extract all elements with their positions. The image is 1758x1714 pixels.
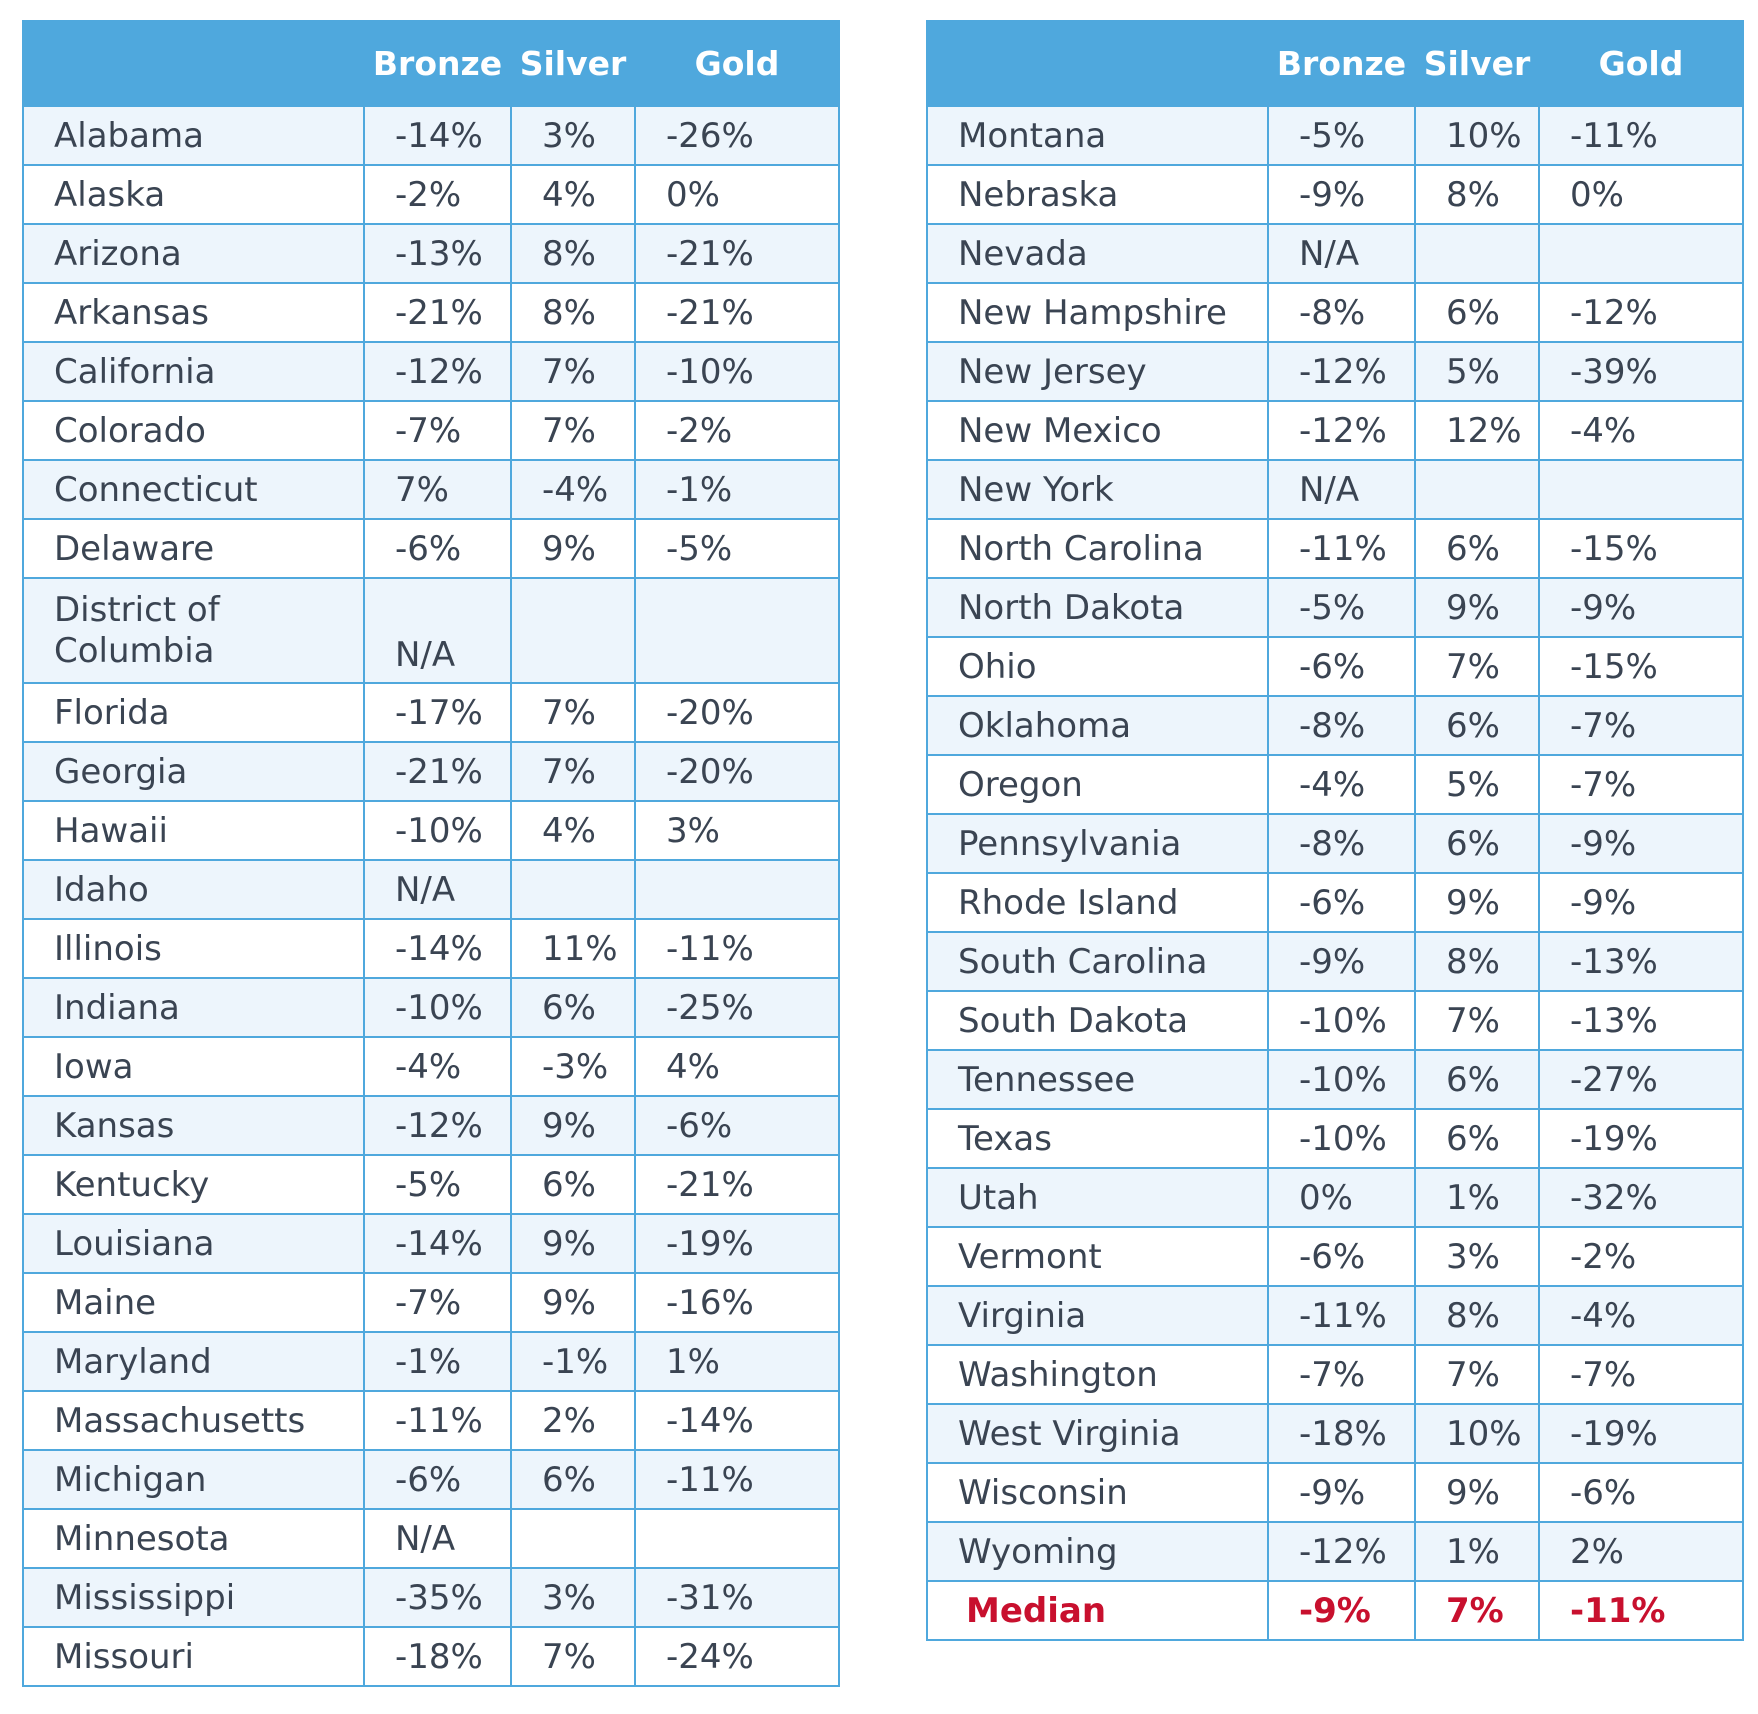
cell-state: Michigan — [23, 1450, 364, 1509]
cell-bronze: -8% — [1268, 696, 1415, 755]
cell-bronze: -11% — [1268, 519, 1415, 578]
cell-gold — [635, 578, 839, 683]
cell-state: Alaska — [23, 165, 364, 224]
table-row — [23, 1509, 839, 1568]
cell-gold: -7% — [1539, 755, 1743, 814]
cell-bronze: 0% — [1268, 1168, 1415, 1227]
cell-bronze: -4% — [364, 1037, 511, 1096]
table-row — [927, 755, 1743, 814]
cell-silver: 4% — [511, 165, 635, 224]
cell-state: Maryland — [23, 1332, 364, 1391]
table-row — [927, 991, 1743, 1050]
cell-bronze: -2% — [364, 165, 511, 224]
table-row — [927, 1109, 1743, 1168]
cell-silver: -4% — [511, 460, 635, 519]
cell-gold: -13% — [1539, 991, 1743, 1050]
cell-bronze: -12% — [1268, 1522, 1415, 1581]
cell-silver: 2% — [511, 1391, 635, 1450]
cell-gold — [635, 1509, 839, 1568]
cell-bronze: -1% — [364, 1332, 511, 1391]
table-row — [927, 460, 1743, 519]
cell-silver: 9% — [511, 1096, 635, 1155]
cell-state: Nevada — [927, 224, 1268, 283]
table-row — [23, 1037, 839, 1096]
cell-state: Montana — [927, 106, 1268, 165]
table-row — [23, 978, 839, 1037]
cell-bronze: -8% — [1268, 814, 1415, 873]
header-gold: Gold — [1539, 21, 1743, 106]
table-row — [927, 1050, 1743, 1109]
cell-gold: -4% — [1539, 401, 1743, 460]
cell-gold: -9% — [1539, 814, 1743, 873]
cell-gold: -20% — [635, 742, 839, 801]
cell-bronze: -14% — [364, 1214, 511, 1273]
cell-silver: 3% — [511, 106, 635, 165]
table-row — [23, 460, 839, 519]
cell-gold: -39% — [1539, 342, 1743, 401]
median-silver: 7% — [1415, 1581, 1539, 1640]
cell-state: Pennsylvania — [927, 814, 1268, 873]
cell-bronze: -9% — [1268, 932, 1415, 991]
table-row — [23, 1096, 839, 1155]
cell-bronze: -12% — [364, 342, 511, 401]
table-row — [23, 683, 839, 742]
cell-state: Tennessee — [927, 1050, 1268, 1109]
cell-silver: 1% — [1415, 1168, 1539, 1227]
cell-bronze: -5% — [364, 1155, 511, 1214]
table-row — [927, 519, 1743, 578]
cell-state: Wyoming — [927, 1522, 1268, 1581]
cell-silver: 9% — [1415, 1463, 1539, 1522]
cell-silver: 8% — [1415, 932, 1539, 991]
cell-gold: -26% — [635, 106, 839, 165]
cell-bronze: -5% — [1268, 578, 1415, 637]
cell-bronze: -11% — [1268, 1286, 1415, 1345]
cell-gold: -21% — [635, 1155, 839, 1214]
cell-bronze: -10% — [364, 801, 511, 860]
cell-silver — [511, 1509, 635, 1568]
table-row — [23, 742, 839, 801]
table-row — [927, 578, 1743, 637]
cell-bronze: -6% — [1268, 873, 1415, 932]
cell-gold: -7% — [1539, 696, 1743, 755]
cell-silver: 7% — [511, 1627, 635, 1686]
table-row — [23, 801, 839, 860]
table-row — [927, 342, 1743, 401]
cell-bronze: -13% — [364, 224, 511, 283]
cell-silver: 8% — [1415, 165, 1539, 224]
header-silver: Silver — [511, 21, 635, 106]
table-row — [927, 1227, 1743, 1286]
cell-bronze: -10% — [1268, 1050, 1415, 1109]
cell-state: Oregon — [927, 755, 1268, 814]
table-row — [927, 224, 1743, 283]
table-row — [23, 106, 839, 165]
cell-bronze: -9% — [1268, 165, 1415, 224]
right-premium-table — [926, 20, 1744, 1641]
cell-silver: 6% — [1415, 1050, 1539, 1109]
cell-gold: -11% — [635, 919, 839, 978]
cell-bronze: -18% — [364, 1627, 511, 1686]
cell-gold: -7% — [1539, 1345, 1743, 1404]
cell-state: Ohio — [927, 637, 1268, 696]
cell-state: California — [23, 342, 364, 401]
cell-state: District of Columbia — [23, 578, 364, 683]
cell-gold: 0% — [1539, 165, 1743, 224]
cell-silver — [511, 578, 635, 683]
table-row — [927, 1286, 1743, 1345]
cell-silver: -1% — [511, 1332, 635, 1391]
cell-bronze: -21% — [364, 742, 511, 801]
cell-state: Indiana — [23, 978, 364, 1037]
table-row — [23, 860, 839, 919]
cell-state: Kentucky — [23, 1155, 364, 1214]
cell-gold — [1539, 460, 1743, 519]
cell-silver: 6% — [511, 1155, 635, 1214]
table-row — [927, 401, 1743, 460]
table-row — [23, 401, 839, 460]
cell-state: Massachusetts — [23, 1391, 364, 1450]
cell-silver: 7% — [1415, 637, 1539, 696]
cell-bronze: -6% — [1268, 637, 1415, 696]
table-row — [927, 696, 1743, 755]
cell-silver: 5% — [1415, 755, 1539, 814]
cell-state: Texas — [927, 1109, 1268, 1168]
table-row — [23, 165, 839, 224]
cell-silver: 8% — [1415, 1286, 1539, 1345]
cell-silver: 9% — [511, 519, 635, 578]
cell-bronze: -9% — [1268, 1463, 1415, 1522]
cell-gold: -11% — [1539, 106, 1743, 165]
cell-bronze: -7% — [364, 401, 511, 460]
cell-bronze: N/A — [364, 578, 511, 683]
cell-gold: 2% — [1539, 1522, 1743, 1581]
cell-silver: 9% — [1415, 578, 1539, 637]
cell-silver: 3% — [511, 1568, 635, 1627]
cell-state: Illinois — [23, 919, 364, 978]
header-bronze: Bronze — [1268, 21, 1415, 106]
cell-gold — [1539, 224, 1743, 283]
cell-silver: 9% — [511, 1273, 635, 1332]
cell-bronze: -14% — [364, 919, 511, 978]
cell-silver: 9% — [511, 1214, 635, 1273]
cell-gold: -24% — [635, 1627, 839, 1686]
cell-state: Alabama — [23, 106, 364, 165]
cell-state: Rhode Island — [927, 873, 1268, 932]
header-row — [23, 21, 839, 106]
cell-silver: 1% — [1415, 1522, 1539, 1581]
cell-gold: -6% — [1539, 1463, 1743, 1522]
header-state — [927, 21, 1268, 106]
cell-gold: -6% — [635, 1096, 839, 1155]
cell-state: North Carolina — [927, 519, 1268, 578]
cell-state: New Hampshire — [927, 283, 1268, 342]
cell-silver: 6% — [1415, 1109, 1539, 1168]
cell-bronze: -4% — [1268, 755, 1415, 814]
cell-gold: -9% — [1539, 578, 1743, 637]
cell-silver: 7% — [511, 683, 635, 742]
cell-bronze: N/A — [364, 1509, 511, 1568]
header-silver: Silver — [1415, 21, 1539, 106]
cell-silver: -3% — [511, 1037, 635, 1096]
table-row — [927, 637, 1743, 696]
cell-gold: -12% — [1539, 283, 1743, 342]
left-premium-table — [22, 20, 840, 1687]
table-row — [927, 1404, 1743, 1463]
cell-bronze: -6% — [364, 1450, 511, 1509]
median-row — [927, 1581, 1743, 1640]
table-row — [927, 1345, 1743, 1404]
cell-gold: -31% — [635, 1568, 839, 1627]
table-row — [23, 1568, 839, 1627]
cell-silver: 7% — [1415, 991, 1539, 1050]
cell-gold: -32% — [1539, 1168, 1743, 1227]
cell-silver — [511, 860, 635, 919]
cell-state: Washington — [927, 1345, 1268, 1404]
header-row — [927, 21, 1743, 106]
cell-bronze: -18% — [1268, 1404, 1415, 1463]
cell-state: Arizona — [23, 224, 364, 283]
cell-state: Nebraska — [927, 165, 1268, 224]
cell-silver: 3% — [1415, 1227, 1539, 1286]
cell-silver: 5% — [1415, 342, 1539, 401]
cell-silver: 11% — [511, 919, 635, 978]
cell-silver — [1415, 460, 1539, 519]
cell-state: Mississippi — [23, 1568, 364, 1627]
cell-state: Florida — [23, 683, 364, 742]
table-row — [23, 1627, 839, 1686]
cell-gold: -2% — [1539, 1227, 1743, 1286]
cell-state: New Mexico — [927, 401, 1268, 460]
table-row — [927, 873, 1743, 932]
cell-gold: -20% — [635, 683, 839, 742]
cell-gold — [635, 860, 839, 919]
cell-gold: -19% — [1539, 1404, 1743, 1463]
cell-gold: -19% — [635, 1214, 839, 1273]
cell-gold: -21% — [635, 283, 839, 342]
table-row — [23, 919, 839, 978]
header-state — [23, 21, 364, 106]
cell-silver: 6% — [1415, 283, 1539, 342]
median-bronze: -9% — [1268, 1581, 1415, 1640]
cell-silver: 6% — [511, 1450, 635, 1509]
header-gold: Gold — [635, 21, 839, 106]
cell-silver: 10% — [1415, 106, 1539, 165]
cell-state: Virginia — [927, 1286, 1268, 1345]
cell-silver: 6% — [1415, 696, 1539, 755]
table-row — [23, 283, 839, 342]
cell-bronze: -5% — [1268, 106, 1415, 165]
cell-gold: -15% — [1539, 519, 1743, 578]
cell-bronze: -10% — [364, 978, 511, 1037]
table-row — [927, 165, 1743, 224]
cell-state: New Jersey — [927, 342, 1268, 401]
cell-silver: 10% — [1415, 1404, 1539, 1463]
cell-bronze: -6% — [1268, 1227, 1415, 1286]
table-row — [23, 1450, 839, 1509]
cell-state: Vermont — [927, 1227, 1268, 1286]
cell-state: Missouri — [23, 1627, 364, 1686]
table-row — [23, 578, 839, 683]
cell-state: Kansas — [23, 1096, 364, 1155]
cell-silver: 8% — [511, 224, 635, 283]
cell-state: New York — [927, 460, 1268, 519]
cell-bronze: -12% — [364, 1096, 511, 1155]
cell-bronze: -7% — [364, 1273, 511, 1332]
cell-state: Maine — [23, 1273, 364, 1332]
table-row — [23, 1155, 839, 1214]
cell-gold: -21% — [635, 224, 839, 283]
table-row — [23, 519, 839, 578]
cell-gold: -13% — [1539, 932, 1743, 991]
cell-state: Georgia — [23, 742, 364, 801]
median-label: Median — [927, 1581, 1268, 1640]
cell-state: South Dakota — [927, 991, 1268, 1050]
cell-bronze: -7% — [1268, 1345, 1415, 1404]
cell-silver — [1415, 224, 1539, 283]
header-bronze: Bronze — [364, 21, 511, 106]
cell-state: Connecticut — [23, 460, 364, 519]
table-row — [23, 224, 839, 283]
cell-silver: 7% — [511, 342, 635, 401]
cell-gold: -25% — [635, 978, 839, 1037]
cell-gold: 3% — [635, 801, 839, 860]
cell-state: Arkansas — [23, 283, 364, 342]
cell-state: Utah — [927, 1168, 1268, 1227]
cell-gold: -11% — [635, 1450, 839, 1509]
cell-state: Louisiana — [23, 1214, 364, 1273]
cell-bronze: -10% — [1268, 991, 1415, 1050]
cell-bronze: 7% — [364, 460, 511, 519]
table-row — [23, 342, 839, 401]
cell-state: Hawaii — [23, 801, 364, 860]
cell-gold: -5% — [635, 519, 839, 578]
cell-silver: 9% — [1415, 873, 1539, 932]
cell-gold: 0% — [635, 165, 839, 224]
cell-bronze: -10% — [1268, 1109, 1415, 1168]
cell-state: Wisconsin — [927, 1463, 1268, 1522]
cell-bronze: N/A — [1268, 224, 1415, 283]
cell-gold: 4% — [635, 1037, 839, 1096]
cell-bronze: -12% — [1268, 401, 1415, 460]
cell-state: Colorado — [23, 401, 364, 460]
cell-state: Iowa — [23, 1037, 364, 1096]
cell-state: North Dakota — [927, 578, 1268, 637]
cell-state: Oklahoma — [927, 696, 1268, 755]
table-row — [927, 283, 1743, 342]
median-gold: -11% — [1539, 1581, 1743, 1640]
cell-silver: 7% — [511, 401, 635, 460]
cell-silver: 12% — [1415, 401, 1539, 460]
cell-gold: -27% — [1539, 1050, 1743, 1109]
cell-gold: 1% — [635, 1332, 839, 1391]
cell-gold: -16% — [635, 1273, 839, 1332]
cell-bronze: -11% — [364, 1391, 511, 1450]
cell-bronze: -14% — [364, 106, 511, 165]
cell-silver: 4% — [511, 801, 635, 860]
cell-state: Delaware — [23, 519, 364, 578]
cell-state: West Virginia — [927, 1404, 1268, 1463]
table-row — [927, 106, 1743, 165]
cell-silver: 6% — [1415, 519, 1539, 578]
cell-bronze: -12% — [1268, 342, 1415, 401]
cell-state: Idaho — [23, 860, 364, 919]
table-row — [927, 1463, 1743, 1522]
cell-silver: 6% — [1415, 814, 1539, 873]
cell-gold: -15% — [1539, 637, 1743, 696]
cell-gold: -4% — [1539, 1286, 1743, 1345]
cell-silver: 6% — [511, 978, 635, 1037]
table-row — [927, 1522, 1743, 1581]
table-row — [23, 1273, 839, 1332]
cell-state: Minnesota — [23, 1509, 364, 1568]
table-row — [23, 1214, 839, 1273]
cell-bronze: -17% — [364, 683, 511, 742]
cell-silver: 7% — [1415, 1345, 1539, 1404]
cell-gold: -10% — [635, 342, 839, 401]
cell-bronze: -6% — [364, 519, 511, 578]
cell-gold: -2% — [635, 401, 839, 460]
cell-gold: -9% — [1539, 873, 1743, 932]
cell-bronze: -21% — [364, 283, 511, 342]
cell-bronze: N/A — [1268, 460, 1415, 519]
cell-gold: -19% — [1539, 1109, 1743, 1168]
cell-gold: -1% — [635, 460, 839, 519]
table-row — [927, 932, 1743, 991]
table-row — [23, 1332, 839, 1391]
cell-state: South Carolina — [927, 932, 1268, 991]
table-row — [927, 814, 1743, 873]
cell-silver: 8% — [511, 283, 635, 342]
cell-bronze: -8% — [1268, 283, 1415, 342]
table-row — [23, 1391, 839, 1450]
cell-bronze: -35% — [364, 1568, 511, 1627]
cell-gold: -14% — [635, 1391, 839, 1450]
table-row — [927, 1168, 1743, 1227]
cell-bronze: N/A — [364, 860, 511, 919]
cell-silver: 7% — [511, 742, 635, 801]
